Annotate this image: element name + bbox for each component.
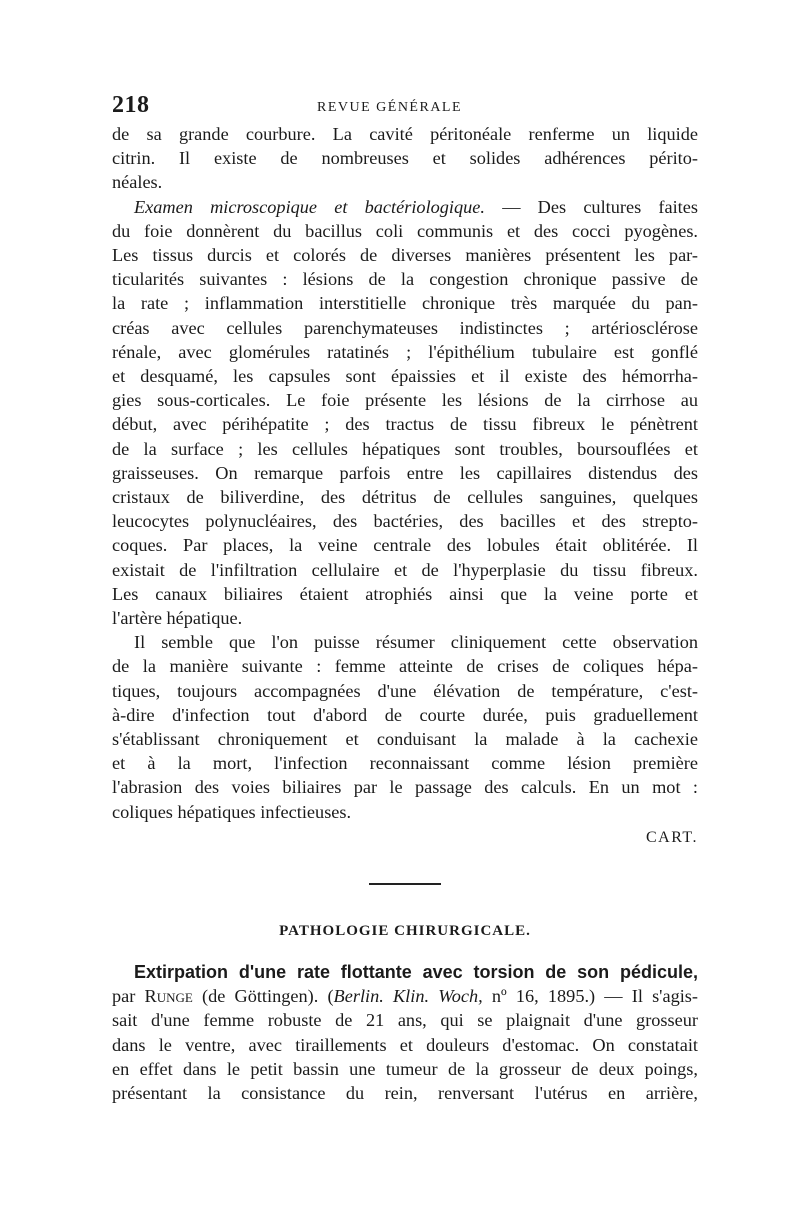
text-line: s'établissant chroniquement et conduisant la malade à la cachexie	[112, 729, 698, 750]
article-title: Extirpation d'une rate flottante avec torsion de son pédicule,	[134, 961, 698, 982]
text-line: et à la mort, l'infection reconnaissant comme lésion première	[112, 753, 698, 774]
page-number: 218	[112, 92, 150, 118]
text-line: coliques hépatiques infectieuses.	[112, 801, 352, 822]
text-line: l'abrasion des voies biliaires par le passage des calculs. En un mot :	[112, 777, 698, 798]
text-line: gies sous-corticales. Le foie présente les lésions de la cirrhose au	[112, 390, 698, 411]
text-line	[112, 984, 698, 1008]
text-line: citrin. Il existe de nombreuses et solides adhérences périto-	[112, 148, 698, 169]
text-run: nº 16, 1895.) — Il s'agis-	[482, 986, 699, 1007]
text-line: du foie donnèrent du bacillus coli communis et des cocci pyogènes.	[112, 220, 698, 241]
running-head	[112, 92, 698, 122]
text-line: en effet dans le petit bassin une tumeur de la grosseur de deux poings,	[112, 1058, 698, 1079]
text-line: leucocytes polynucléaires, des bactéries, des bacilles et des strepto-	[112, 511, 698, 532]
paragraph-article	[112, 960, 698, 1105]
text-line: de la surface ; les cellules hépatiques sont troubles, boursouflées et	[112, 438, 698, 459]
text-line: créas avec cellules parenchymateuses indistinctes ; artériosclérose	[112, 317, 698, 338]
page	[112, 92, 698, 1105]
paragraph-summary	[112, 630, 698, 824]
text-line	[112, 960, 698, 984]
text-line: sait d'une femme robuste de 21 ans, qui se plaignait d'une grosseur	[112, 1010, 698, 1031]
text-line: graisseuses. On remarque parfois entre les capillaires distendus des	[112, 462, 698, 483]
journal-title: REVUE GÉNÉRALE	[317, 100, 463, 115]
text-run: par	[112, 986, 145, 1007]
text-line: Les canaux biliaires étaient atrophiés ainsi que la veine porte et	[112, 583, 698, 604]
text-line: rénale, avec glomérules ratatinés ; l'épithélium tubulaire est gonflé	[112, 341, 698, 362]
text-line: de la manière suivante : femme atteinte de crises de coliques hépa-	[112, 656, 698, 677]
text-line: coques. Par places, la veine centrale des lobules était oblitérée. Il	[112, 535, 698, 556]
author-name: Runge	[144, 986, 193, 1007]
paragraph-autopsy-end	[112, 122, 698, 195]
paragraph-microscopic-exam	[112, 195, 698, 631]
text-line: et desquamé, les capsules sont épaissies et il existe des hémorrha-	[112, 366, 698, 387]
text-line: néales.	[112, 172, 163, 193]
text-line: cristaux de biliverdine, des détritus de cellules sanguines, quelques	[112, 487, 698, 508]
text-line: Les tissus durcis et colorés de diverses manières présentent les par-	[112, 245, 698, 266]
citation-journal: Berlin. Klin. Woch,	[333, 986, 483, 1007]
text-line: à-dire d'infection tout d'abord de courte durée, puis graduellement	[112, 704, 698, 725]
text-line: existait de l'infiltration cellulaire et de l'hyperplasie du tissu fibreux.	[112, 559, 698, 580]
text-line: Il semble que l'on puisse résumer cliniquement cette observation	[134, 632, 698, 653]
text-line: l'artère hépatique.	[112, 608, 243, 629]
section-divider	[369, 883, 441, 885]
text-line	[112, 195, 698, 219]
subheading-microscopic: Examen microscopique et bactériologique.	[134, 196, 485, 217]
text-line: de sa grande courbure. La cavité péritonéale renferme un liquide	[112, 124, 698, 144]
text-line: présentant la consistance du rein, renversant l'utérus en arrière,	[112, 1082, 698, 1103]
text-run: — Des cultures faites	[484, 196, 698, 217]
text-line: tiques, toujours accompagnées d'une élévation de température, c'est-	[112, 680, 698, 701]
section-heading: PATHOLOGIE CHIRURGICALE.	[279, 922, 531, 939]
author-affiliation: (de Göttingen). (	[192, 986, 334, 1007]
text-line: la rate ; inflammation interstitielle chronique très marquée du pan-	[112, 293, 698, 314]
text-line: ticularités suivantes : lésions de la congestion chronique passive de	[112, 269, 698, 290]
text-line: dans le ventre, avec tiraillements et douleurs d'estomac. On constatait	[112, 1034, 698, 1055]
author-signature: CART.	[645, 828, 698, 846]
text-line: début, avec périhépatite ; des tractus de tissu fibreux le pénètrent	[112, 414, 698, 435]
